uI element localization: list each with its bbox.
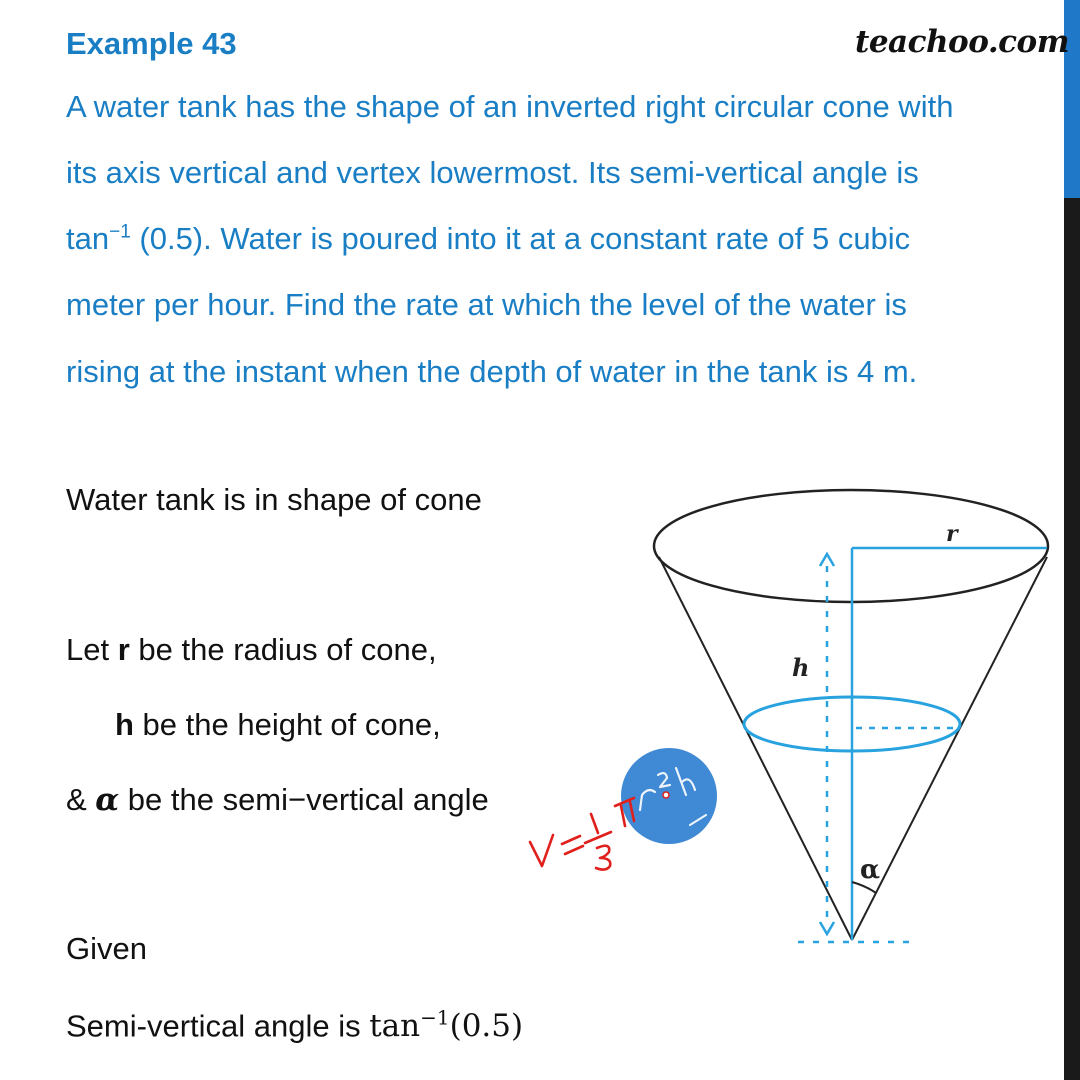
var-r: r [117, 632, 130, 667]
hw-pi-leg1 [621, 806, 625, 826]
question-line: rising at the instant when the depth of water in the tank is 4 m. [66, 354, 918, 389]
hw-eq-bottom [565, 846, 583, 854]
semi-sup: −1 [420, 1006, 450, 1030]
question-line-rest: (0.5). Water is poured into it at a constant rate of 5 cubic [130, 221, 911, 256]
alpha-prefix: & [66, 782, 96, 817]
let-h-suffix: be the height of cone, [133, 707, 441, 742]
question-line: A water tank has the shape of an inverted right circular cone with [66, 89, 954, 124]
question-line: meter per hour. Find the rate at which the level of the water is [66, 287, 907, 322]
hw-eq-top [562, 836, 580, 844]
let-r-suffix: be the radius of cone, [129, 632, 437, 667]
pointer-center [663, 792, 669, 798]
semi-arg: (0.5) [449, 1008, 524, 1045]
hw-slash [690, 815, 706, 825]
hw-three [596, 846, 610, 870]
hw-pi-leg2 [630, 802, 634, 821]
hw-one [591, 814, 598, 833]
intro-text: Water tank is in shape of cone [66, 482, 482, 517]
let-prefix: Let [66, 632, 118, 667]
hw-h-stem [676, 768, 686, 795]
brand-logo: teachoo.com [855, 24, 1069, 60]
let-alpha-suffix: be the semi−vertical angle [119, 782, 489, 817]
semi-tan: tan [369, 1008, 421, 1045]
var-alpha: α [95, 782, 120, 818]
example-title: Example 43 [66, 26, 237, 61]
question-line: its axis vertical and vertex lowermost. Its semi-vertical angle is [66, 155, 919, 190]
inverse-sup: −1 [109, 221, 131, 243]
hw-two [658, 773, 670, 787]
var-h: h [115, 707, 134, 742]
semi-prefix: Semi-vertical angle is [66, 1008, 370, 1044]
label-r: r [946, 521, 958, 547]
hw-r [640, 790, 655, 810]
given-heading: Given [66, 931, 147, 966]
label-h: h [792, 653, 810, 682]
hw-v [530, 835, 553, 866]
tan-fn: tan [66, 221, 110, 256]
label-alpha: α [860, 855, 881, 885]
